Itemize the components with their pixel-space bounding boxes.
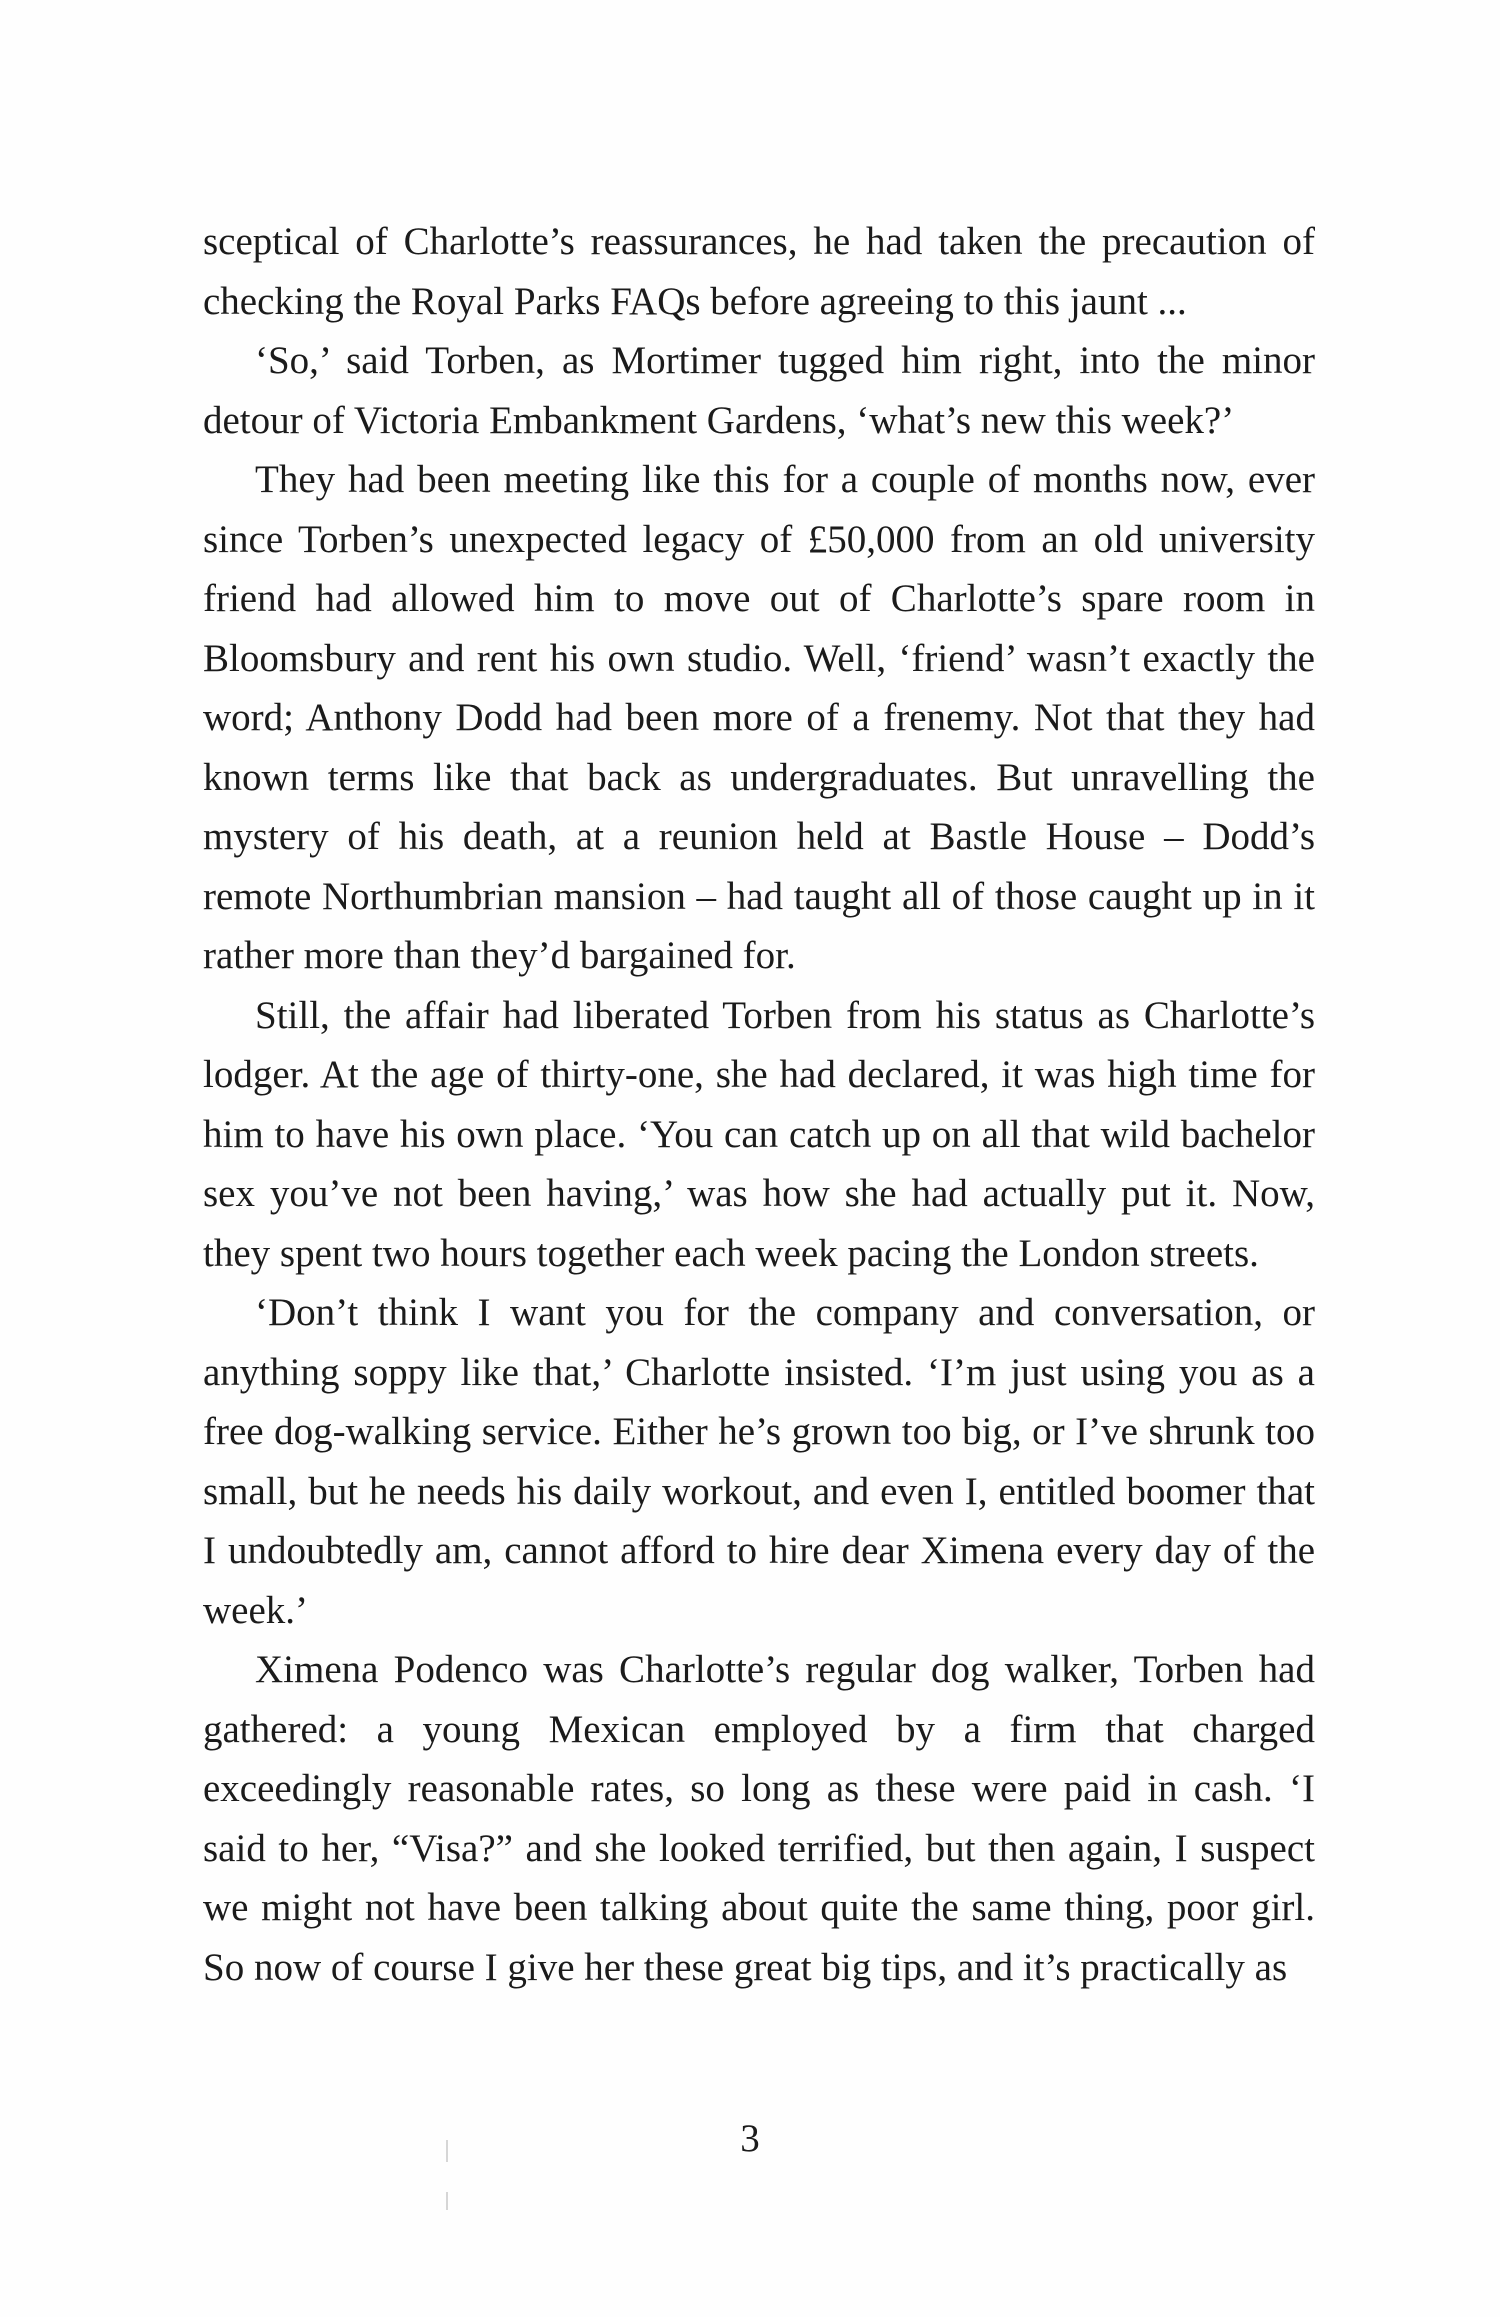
- paragraph: Still, the affair had liberated Torben from his status as Charlotte’s lodger. At the age of thirty-one, she had declared, it was high time for him to have his own place. ‘You can catch up on all that wild bachelor sex you’ve not been having,’ was how she had actually put it. Now, they spent two hours together each week pacing the London streets.: [203, 993, 1315, 1275]
- paragraph: They had been meeting like this for a couple of months now, ever since Torben’s unexpected legacy of £50,000 from an old university friend had allowed him to move out of Charlotte’s spare room in Bloomsbury and rent his own studio. Well, ‘friend’ wasn’t exactly the word; Anthony Dodd had been more of a frenemy. Not that they had known terms like that back as undergraduates. But unravelling the mystery of his death, at a reunion held at Bastle House – Dodd’s remote Northumbrian mansion – had taught all of those caught up in it rather more than they’d bargained for.: [203, 458, 1315, 977]
- paragraph-continuation: sceptical of Charlotte’s reassurances, he had taken the precaution of checking the Royal Parks FAQs before agreeing to this jaunt ...: [203, 220, 1315, 323]
- paragraph: ‘Don’t think I want you for the company and conversation, or anything soppy like that,’ Charlotte insisted. ‘I’m just using you as a free dog-walking service. Either he’s grown too big, or I’ve shrunk too small, but he needs his daily workout, and even I, entitled boomer that I undoubtedly am, cannot afford to hire dear Ximena every day of the week.’: [203, 1291, 1315, 1632]
- page-number: 3: [740, 2117, 760, 2160]
- scan-mark: [446, 2192, 448, 2210]
- paragraph: Ximena Podenco was Charlotte’s regular dog walker, Torben had gathered: a young Mexican employed by a firm that charged exceedingly reasonable rates, so long as these were paid in cash. ‘I said to her, “Visa?” and she looked terrified, but then again, I suspect we might not have been talking about quite the same thing, poor girl. So now of course I give her these great big tips, and it’s practically as: [203, 1648, 1315, 1989]
- paragraph: ‘So,’ said Torben, as Mortimer tugged him right, into the minor detour of Victoria Embankment Gardens, ‘what’s new this week?’: [203, 339, 1315, 442]
- body-text: [203, 212, 1315, 1997]
- scan-mark: [446, 2140, 448, 2162]
